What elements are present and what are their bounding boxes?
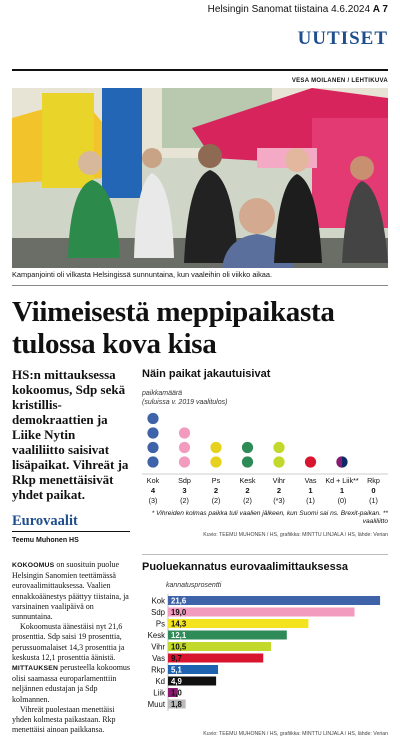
photo-caption: Kampanjointi oli vilkasta Helsingissä sunnuntaina, kun vaaleihin oli viikko aikaa. [12, 270, 273, 279]
seat-party-label: Vihr [272, 476, 286, 485]
seat-party-label: Rkp [367, 476, 380, 485]
support-value-label: 21,6 [171, 596, 187, 606]
seat-dot [147, 427, 158, 438]
support-category-label: Kok [151, 596, 165, 606]
caption-rule [12, 285, 388, 286]
seats-subtitle-line: paikkamäärä [142, 390, 183, 397]
seat-dot [210, 456, 221, 467]
paper-name: Helsingin Sanomat [207, 4, 292, 15]
seat-count-label: 2 [213, 486, 219, 495]
paragraph-lead: KOKOOMUS [12, 562, 55, 569]
section-title: UUTISET [297, 28, 388, 49]
support-value-label: 1,0 [171, 688, 182, 698]
seat-count-label: 2 [245, 486, 250, 495]
support-chart-axis-label: kannatusprosentti [166, 582, 222, 589]
paragraph-text: perusteella kokoomus olisi saamassa europarlamenttiin neljännen edustajan ja Sdp kolmannen. [12, 663, 131, 704]
support-category-label: Rkp [151, 665, 165, 675]
top-rule [12, 69, 388, 71]
campaign-photo [12, 88, 388, 268]
support-category-label: Liik [153, 688, 165, 698]
seats-chart-note: * Vihreiden kolmas paikka tuli vaalien jälkeen, kun Suomi sai ns. Brexit-paikan. ** vaaliliitto [151, 510, 388, 526]
seat-dot [305, 456, 316, 467]
seat-dot-half [336, 456, 342, 467]
seat-dot [242, 442, 253, 453]
seat-previous-label: (0) [337, 496, 347, 505]
paragraph-text: Vihreät puolestaan menettäisi yhden kolmesta paikastaan. Rkp menettäisi ainoan paikkansa. [12, 704, 116, 735]
seats-chart-subtitle [142, 389, 227, 407]
seat-previous-label: (*3) [273, 496, 285, 505]
support-category-label: Kd [155, 676, 165, 686]
kicker: Eurovaalit [12, 513, 78, 529]
seat-party-label: Sdp [178, 476, 191, 485]
seat-previous-label: (3) [148, 496, 158, 505]
paragraph-1 [12, 560, 132, 622]
seat-dot [273, 442, 284, 453]
kicker-rule [12, 531, 130, 532]
seat-dot [179, 442, 190, 453]
article-body [12, 560, 132, 735]
paragraph-2 [12, 622, 132, 663]
seats-chart-source: Kuvio: TEEMU MUHONEN / HS, grafiikka: MINTTU LINJALA / HS, lähde: Verian [203, 532, 388, 538]
seat-party-label: Kd + Liik** [325, 476, 359, 485]
support-category-label: Muut [147, 699, 165, 709]
support-value-label: 19,0 [171, 607, 187, 617]
seat-previous-label: (2) [211, 496, 221, 505]
photo-credit: VESA MOILANEN / LEHTIKUVA [291, 78, 388, 84]
support-category-label: Ps [155, 619, 165, 629]
support-bar [168, 596, 380, 605]
paragraph-3 [12, 663, 132, 705]
seat-party-label: Kesk [239, 476, 256, 485]
support-bar [168, 608, 355, 617]
paragraph-4 [12, 705, 132, 736]
seats-chart-title: Näin paikat jakautuisivat [142, 368, 271, 380]
lead-paragraph: HS:n mittauksessa kokoomus, Sdp sekä kristillisdemokraattien ja Liike Nytin vaaliliitto saisivat lisäpaikat. Vihreät ja Rkp menettäisivät yhdet paikat. [12, 367, 129, 502]
support-bar [168, 654, 263, 663]
seat-dot [273, 456, 284, 467]
support-value-label: 10,5 [171, 642, 187, 652]
seat-count-label: 2 [276, 486, 282, 495]
support-chart-source: Kuvio: TEEMU MUHONEN / HS, grafiikka: MINTTU LINJALA / HS, lähde: Verian [203, 731, 388, 737]
page-number: A 7 [372, 4, 388, 15]
seat-dot [210, 442, 221, 453]
support-value-label: 4,9 [171, 676, 182, 686]
chart-divider [142, 554, 388, 555]
paragraph-text: Kokoomusta äänestäisi nyt 21,6 prosenttia. Sdp saisi 19 prosenttia, perussuomalaiset 14,3 prosenttia ja keskusta 12,1 prosenttia äänistä. [12, 622, 125, 662]
support-value-label: 14,3 [171, 619, 187, 629]
seat-count-label: 0 [371, 486, 376, 495]
seat-dot [242, 456, 253, 467]
seat-count-label: 1 [308, 486, 313, 495]
seat-dot [147, 456, 158, 467]
support-bar [168, 619, 308, 628]
seats-chart [142, 410, 388, 510]
paragraph-lead: MITTAUKSEN [12, 665, 59, 673]
support-value-label: 1,8 [171, 699, 182, 709]
seat-dot [147, 413, 158, 424]
issue-date: tiistaina 4.6.2024 [294, 4, 371, 15]
support-category-label: Kesk [147, 630, 165, 640]
byline: Teemu Muhonen HS [12, 537, 79, 544]
seats-subtitle-line: (suluissa v. 2019 vaalitulos) [142, 399, 228, 406]
seat-dot [179, 427, 190, 438]
seat-count-label: 3 [182, 486, 187, 495]
support-category-label: Sdp [151, 607, 165, 617]
seat-party-label: Ps [211, 476, 221, 485]
paragraph-text: on suosituin puolue Helsingin Sanomien teettämässä eurovaalimittauksessa. Vaalien ennakkoäänestys päättyy tiistaina, ja varsinainen vaalipäivä on sunnuntaina. [12, 560, 129, 622]
support-value-label: 5,1 [171, 665, 182, 675]
seat-dot [147, 442, 158, 453]
seat-previous-label: (2) [243, 496, 252, 505]
support-category-label: Vihr [151, 642, 165, 652]
seat-previous-label: (1) [369, 496, 378, 505]
seat-previous-label: (1) [306, 496, 315, 505]
seat-dot [179, 456, 190, 467]
seat-count-label: 1 [339, 486, 345, 495]
support-chart-title: Puoluekannatus eurovaalimittauksessa [142, 561, 349, 573]
seat-party-label: Vas [304, 476, 317, 485]
seat-previous-label: (2) [180, 496, 189, 505]
support-category-label: Vas [152, 653, 165, 663]
headline: Viimeisestä meppipaikasta tulossa kova kisa [12, 296, 335, 360]
masthead [0, 4, 388, 15]
support-value-label: 9,7 [171, 653, 182, 663]
seat-count-label: 4 [150, 486, 156, 495]
support-value-label: 12,1 [171, 630, 187, 640]
support-chart [142, 594, 388, 726]
seat-party-label: Kok [146, 476, 160, 485]
